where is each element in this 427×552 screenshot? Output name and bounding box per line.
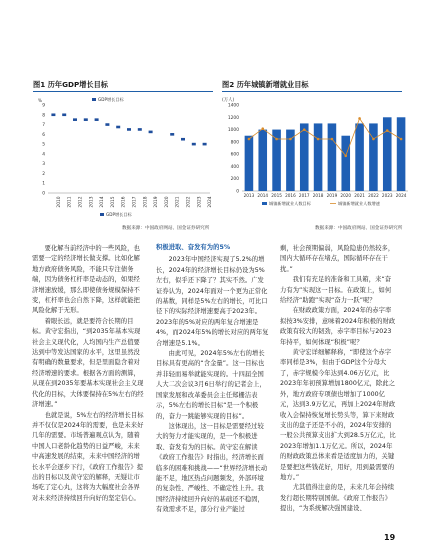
y-tick-label: 0 <box>236 189 239 195</box>
x-tick-label: 2016 <box>121 196 127 208</box>
paragraph: 剩，社会预期偏弱，风险隐患仍然较多，国内大循环存在堵点，国际循环存在干扰。” <box>280 245 395 273</box>
paragraph: 着眼长远，就是要符合长期的目标。黄守宏指出，“到2035年基本实现社会主义现代化，人均国内生产总值要达到中等发达国家的水平，这里虽然没有明确的数量要求，但是里面隐含着对经济增速的要求。根据各方面的测算，从现在到2035年要基本实现社会主义现代化的目标，大体要保持在5%左右的经济增速。” <box>32 317 144 409</box>
figure1-title <box>33 80 108 90</box>
bar <box>369 123 378 191</box>
y-tick-label: 200 <box>230 177 239 183</box>
y-tick-label: 0 <box>42 191 45 197</box>
text-column-1 <box>32 244 146 504</box>
paragraph: 由此可见，2024年5%左右的增长目标具有更高的“含金量”。这一目标也并非轻而易举就能实现的。十四届全国人大二次会议3月6日举行的记者会上，国家发展和改革委员会主任郑栅洁表示，5%左右的增长目标“是一个积极的，奋力一跳能够实现的目标”。 <box>156 350 266 420</box>
x-tick-label: 2011 <box>67 196 73 208</box>
bar <box>397 117 406 191</box>
paragraph: 尤其值得注意的是，未来几年会持续发行超长期特别国债。《政府工作报告》提出，“为系统解决强国建设、 <box>280 484 395 513</box>
section-heading: 积极进取、奋发有为的5% <box>156 244 231 251</box>
x-tick-label: 2017 <box>298 193 310 198</box>
bar <box>328 123 337 191</box>
figure2-source: 数据来源：中国政府网站、国金证券研究所 <box>315 226 403 231</box>
data-point <box>84 118 88 121</box>
data-point <box>192 143 196 146</box>
growth-point <box>289 138 292 141</box>
data-point <box>62 113 66 116</box>
paragraph: 我们有充足的准备和工具箱，来“奋力有为”实现这一目标。在政策上，如何给经济“助跑”实现“奋力一跃”呢？ <box>280 276 392 305</box>
growth-point <box>317 138 320 141</box>
data-point <box>95 118 99 121</box>
x-tick-label: 2019 <box>154 196 160 208</box>
y-tick-label: 7 <box>42 123 45 129</box>
x-tick-label: 2010 <box>56 196 62 208</box>
figure1-title-text: 历年GDP增长目标 <box>47 80 108 89</box>
legend-gdp-target: GDP增长目标 <box>98 97 124 102</box>
data-point <box>170 133 174 136</box>
data-point <box>203 143 207 146</box>
data-point <box>149 131 153 134</box>
data-point <box>138 128 142 131</box>
data-point <box>181 138 185 141</box>
legend-bottom: GDP增长目标 <box>106 212 132 217</box>
y-tick-label: 3 <box>42 162 45 168</box>
x-tick-label: 2024 <box>395 193 407 198</box>
bar <box>383 117 392 191</box>
data-point <box>73 118 77 121</box>
growth-point <box>248 138 251 141</box>
x-tick-label: 2019 <box>326 193 338 198</box>
x-tick-label: 2016 <box>285 193 296 198</box>
x-tick-label: 2012 <box>78 196 84 208</box>
y-tick-label: 400 <box>230 164 239 170</box>
data-point <box>105 123 109 126</box>
growth-point <box>400 138 403 141</box>
text-column-2 <box>156 243 270 516</box>
growth-point <box>261 127 264 130</box>
x-tick-label: 2020 <box>164 196 170 208</box>
bar <box>245 136 254 191</box>
x-tick-label: 2021 <box>354 193 365 198</box>
data-point <box>127 128 131 131</box>
data-point <box>116 126 120 129</box>
bar <box>355 123 364 191</box>
paragraph: 要化解当前经济中的一些风险，也需要一定的经济增长做支撑。比如化解地方政府债务风险，不能只专注债务端，因为债务杠杆率是动态的，如果经济增速放缓，那么即使债务规模保持不变，杠杆率也会自然下降，这样就能把风险化解于无形。 <box>32 245 140 315</box>
y-axis-unit: % <box>38 98 42 103</box>
x-tick-label: 2015 <box>110 196 116 208</box>
paragraph: 2023年中国经济实现了5.2%的增长，2024年的经济增长目标仍设为5%左右，似乎还下降了？其实不然。广发证券认为，2024年面对一个更为正常化的基数，同样是5%左右的增长，可比口径下的实际经济增速要高于2023年。2023年的5%对应的两年复合增速是4%，而2024年5%的增长对应的两年复合增速是5.1%。 <box>156 256 269 347</box>
x-tick-label: 2021 <box>175 196 181 208</box>
x-tick-label: 2020 <box>340 193 352 198</box>
legend-bar-swatch <box>262 202 267 205</box>
growth-point <box>303 128 306 131</box>
x-tick-label: 2017 <box>132 196 138 208</box>
x-tick-label: 2022 <box>186 196 192 208</box>
y-tick-label: 8 <box>42 113 45 119</box>
x-tick-label: 2024 <box>208 196 214 208</box>
x-tick-label: 2013 <box>243 193 255 198</box>
growth-point <box>344 155 347 158</box>
figure1-chart <box>30 93 220 223</box>
y-tick-label: 800 <box>230 140 239 146</box>
x-tick-label: 2013 <box>89 196 95 208</box>
x-tick-label: 2018 <box>143 196 149 208</box>
x-tick-label: 2014 <box>100 196 106 208</box>
figure2-number: 图2 <box>222 80 235 89</box>
legend-swatch <box>92 98 96 101</box>
growth-point <box>386 129 389 132</box>
bar <box>258 130 267 191</box>
x-tick-label: 2023 <box>197 196 203 208</box>
growth-point <box>372 138 375 141</box>
y-tick-label: 5 <box>42 142 45 148</box>
paragraph: 在财政政策方面，2024年的赤字率拟按3%安排，意味着2024年积极的财政政策有较大的韧劲，赤字率目标与2023年持平，如何体现“积极”呢？ <box>280 307 396 346</box>
y-tick-label: 9 <box>42 103 45 109</box>
figure1-rule <box>33 91 213 92</box>
figure1-number: 图1 <box>33 80 46 89</box>
y-tick-label: 1000 <box>227 128 239 134</box>
x-tick-label: 2022 <box>368 193 379 198</box>
x-tick-label: 2014 <box>257 193 269 198</box>
y-axis-unit: (万人) <box>222 98 235 103</box>
y-tick-label: 4 <box>42 152 45 158</box>
figure2-rule <box>222 91 402 92</box>
bar <box>300 123 309 191</box>
paragraph: 这体现出，这一目标是需要经过较大的努力才能实现的，是一个积极进取、奋发有为的目标。黄守宏在解读《政府工作报告》时指出，经济增长面临多的困难和挑战——“世界经济增长动能不足，地区热点问题频发，外部环境的复杂性、严峻性、不确定性上升。我国经济持续回升向好的基础还不稳固，有效需求不足，部分行业产能过 <box>156 422 268 514</box>
growth-point <box>275 138 278 141</box>
x-tick-label: 2015 <box>271 193 282 198</box>
y-tick-label: 2 <box>42 171 45 177</box>
x-tick-label: 2018 <box>312 193 324 198</box>
legend-bar: 城镇新增就业人数目标 <box>269 201 311 206</box>
y-tick-label: 6 <box>42 132 45 138</box>
legend-swatch-bottom <box>100 213 104 216</box>
page-number: 19 <box>384 533 396 542</box>
growth-line <box>249 118 401 155</box>
legend-line: 城镇新增就业人数增速 <box>338 201 380 206</box>
figure2-chart <box>220 93 415 223</box>
figure1-source: 数据来源：中国政府网站、国金证券研究所 <box>122 226 210 231</box>
x-tick-label: 2023 <box>381 193 393 198</box>
growth-point <box>358 117 361 120</box>
figure2-title-text: 历年城镇新增就业目标 <box>236 80 309 89</box>
bar <box>314 123 323 191</box>
paragraph: 也就是说，5%左右的经济增长目标并不仅仅是2024年的需要，也是未来好几年的需要。市场普遍观点认为，随着中国人口老龄化趋势的日益严峻，未来中高速发展的结束，未来中国经济的增长水平会逐步下行，《政府工作报告》提出的目标以及黄守宏的解释，无疑让市场吃了定心丸，这将为大幅度社会各界对未来经济持续回升向好的坚定信心。 <box>32 411 144 502</box>
y-tick-label: 1400 <box>227 103 239 109</box>
bar <box>341 136 350 191</box>
text-column-3 <box>280 244 397 515</box>
paragraph: 黄守宏详细解释称，“即使这个赤字率同样是3%，但由于GDP这个分母大了，赤字规模今年达到4.06万亿元，比2023年年初预算增加1800亿元，除此之外，地方政府专项债也增加了1000亿元，达到3.9万亿元，再加上2024年财政收入会保持恢复增长势头等，算下来财政支出的盘子还是不小的，2024年安排的一般公共预算支出扩大到28.5万亿元，比2023年增加1.1万亿元。所以，2024年的财政政策总体来看是适度加力的，关键是要把这些钱花好，用好，用到最需要的地方。” <box>280 349 396 481</box>
y-tick-label: 1 <box>42 181 45 187</box>
y-tick-label: 600 <box>230 152 239 158</box>
y-tick-label: 1200 <box>227 115 239 121</box>
growth-point <box>331 138 334 141</box>
data-point <box>51 113 55 116</box>
figure2-title <box>222 80 309 90</box>
